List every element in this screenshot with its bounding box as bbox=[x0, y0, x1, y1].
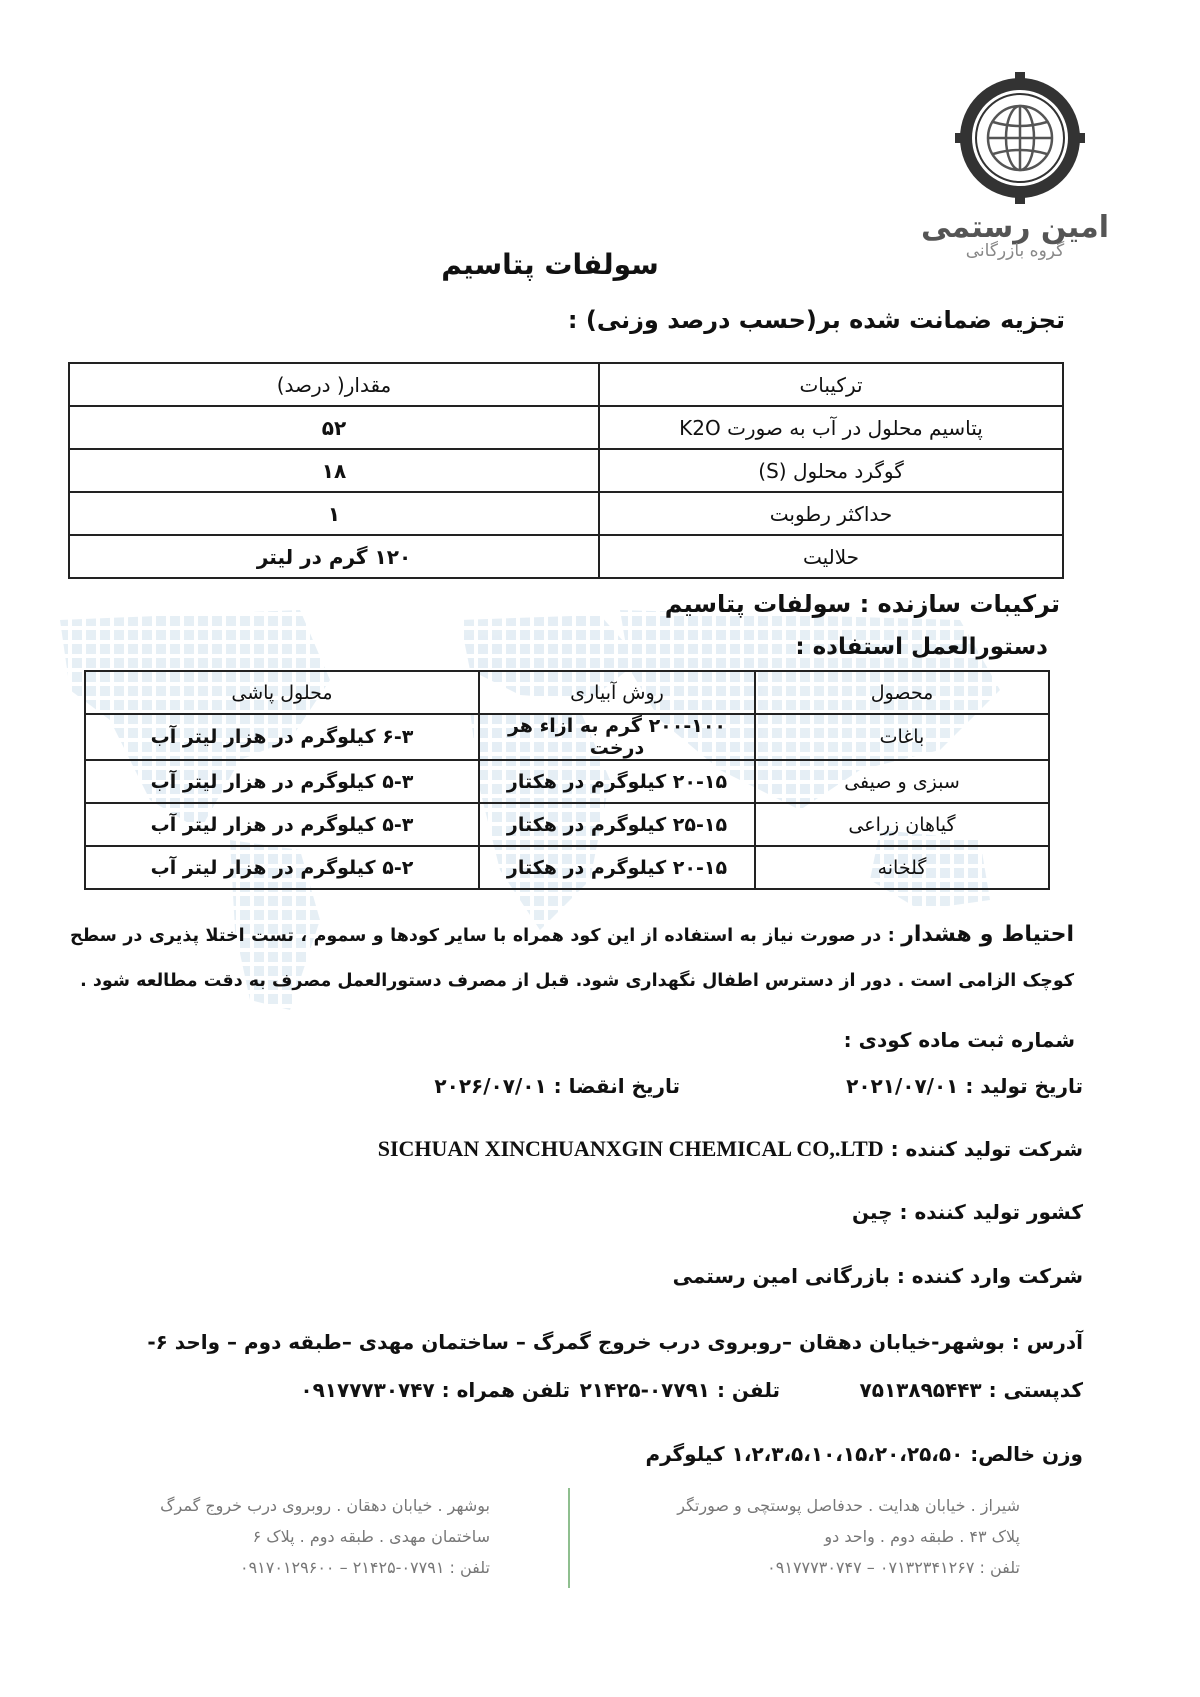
table-cell: سبزی و صیفی bbox=[755, 760, 1049, 803]
footer-bushehr-address bbox=[120, 1490, 490, 1583]
footer-line: شیراز . خیابان هدایت . حدفاصل پوستچی و صورتگر bbox=[677, 1496, 1020, 1515]
usage-heading: دستورالعمل استفاده : bbox=[795, 634, 1048, 660]
importer-line: شرکت وارد کننده : بازرگانی امین رستمی bbox=[672, 1264, 1083, 1288]
table-cell: ۶-۳ کیلوگرم در هزار لیتر آب bbox=[85, 714, 479, 760]
table-cell: ۱۸ bbox=[69, 449, 599, 492]
table-cell: گوگرد محلول (S) bbox=[599, 449, 1063, 492]
table-cell: ۵-۲ کیلوگرم در هزار لیتر آب bbox=[85, 846, 479, 889]
table-header-cell: محصول bbox=[755, 671, 1049, 714]
footer-shiraz-address bbox=[600, 1490, 1020, 1583]
table-row bbox=[85, 846, 1049, 889]
footer-line: بوشهر . خیابان دهقان . روبروی درب خروج گمرگ bbox=[160, 1496, 490, 1515]
table-cell: ۵-۳ کیلوگرم در هزار لیتر آب bbox=[85, 760, 479, 803]
expiry-date: تاریخ انقضا : ۲۰۲۶/۰۷/۰۱ bbox=[434, 1074, 680, 1098]
table-cell: ۲۵-۱۵ کیلوگرم در هکتار bbox=[479, 803, 755, 846]
usage-table bbox=[84, 670, 1050, 890]
table-row bbox=[69, 535, 1063, 578]
footer-divider bbox=[568, 1488, 570, 1588]
composition-line: ترکیبات سازنده : سولفات پتاسیم bbox=[664, 590, 1060, 618]
company-logo-seal bbox=[955, 70, 1085, 210]
country-of-origin: کشور تولید کننده : چین bbox=[851, 1200, 1083, 1224]
footer-line: تلفن : ۰۷۷۹۱-۲۱۴۲۵ – ۰۹۱۷۰۱۲۹۶۰۰ bbox=[239, 1558, 490, 1577]
table-header-cell: محلول پاشی bbox=[85, 671, 479, 714]
footer-line: تلفن : ۰۷۱۳۲۳۴۱۲۶۷ – ۰۹۱۷۷۷۳۰۷۴۷ bbox=[767, 1558, 1020, 1577]
footer-line: پلاک ۴۳ . طبقه دوم . واحد دو bbox=[824, 1527, 1020, 1546]
table-cell: باغات bbox=[755, 714, 1049, 760]
production-date: تاریخ تولید : ۲۰۲۱/۰۷/۰۱ bbox=[846, 1074, 1083, 1098]
brand-subtitle: گروه بازرگانی bbox=[965, 241, 1065, 261]
table-row bbox=[69, 406, 1063, 449]
postal-code: کدپستی : ۷۵۱۳۸۹۵۴۴۳ bbox=[859, 1378, 1083, 1402]
mobile-number: تلفن همراه : ۰۹۱۷۷۷۳۰۷۴۷ bbox=[300, 1378, 570, 1402]
table-row bbox=[85, 803, 1049, 846]
table-header-cell: روش آبیاری bbox=[479, 671, 755, 714]
table-cell: ۱۲۰ گرم در لیتر bbox=[69, 535, 599, 578]
table-header-row bbox=[69, 363, 1063, 406]
table-cell: ۵۲ bbox=[69, 406, 599, 449]
table-header-cell: ترکیبات bbox=[599, 363, 1063, 406]
table-cell: ۵-۳ کیلوگرم در هزار لیتر آب bbox=[85, 803, 479, 846]
footer-line: ساختمان مهدی . طبقه دوم . پلاک ۶ bbox=[252, 1527, 490, 1546]
analysis-table bbox=[68, 362, 1064, 579]
caution-paragraph bbox=[70, 912, 1074, 1004]
document-title: سولفات پتاسیم bbox=[441, 248, 659, 281]
net-weight: وزن خالص: ۱،۲،۳،۵،۱۰،۱۵،۲۰،۲۵،۵۰ کیلوگرم bbox=[645, 1442, 1083, 1466]
table-cell: ۲۰-۱۵ کیلوگرم در هکتار bbox=[479, 846, 755, 889]
manufacturer-line bbox=[378, 1136, 1083, 1162]
table-row bbox=[69, 449, 1063, 492]
table-cell: ۲۰۰-۱۰۰ گرم به ازاء هر درخت bbox=[479, 714, 755, 760]
brand-name: امین رستمی bbox=[920, 210, 1110, 245]
brand-block bbox=[920, 210, 1110, 261]
table-header-row bbox=[85, 671, 1049, 714]
table-cell: ۱ bbox=[69, 492, 599, 535]
table-cell: حداکثر رطوبت bbox=[599, 492, 1063, 535]
table-cell: گیاهان زراعی bbox=[755, 803, 1049, 846]
table-cell: حلالیت bbox=[599, 535, 1063, 578]
table-row bbox=[85, 714, 1049, 760]
caution-text: : در صورت نیاز به استفاده از این کود همراه با سایر کودها و سموم ، تست اختلا پذیری در سطح کوچک الزامی است . دور از دسترس اطفال نگهداری شود. قبل از مصرف دستورالعمل مصرف به دقت مطالعه شود . bbox=[70, 926, 1074, 991]
registration-number: شماره ثبت ماده کودی : bbox=[843, 1028, 1075, 1052]
manufacturer-label: شرکت تولید کننده : bbox=[890, 1137, 1083, 1161]
table-cell: ۲۰-۱۵ کیلوگرم در هکتار bbox=[479, 760, 755, 803]
analysis-heading: تجزیه ضمانت شده بر(حسب درصد وزنی) : bbox=[567, 306, 1065, 334]
address-line: آدرس : بوشهر-خیابان دهقان –روبروی درب خروج گمرگ – ساختمان مهدی –طبقه دوم – واحد ۶- bbox=[147, 1330, 1083, 1354]
table-row bbox=[69, 492, 1063, 535]
table-header-cell: مقدار( درصد) bbox=[69, 363, 599, 406]
phone-number: تلفن : ۰۷۷۹۱-۲۱۴۲۵ bbox=[579, 1378, 780, 1402]
table-row bbox=[85, 760, 1049, 803]
manufacturer-name: SICHUAN XINCHUANXGIN CHEMICAL CO,.LTD bbox=[377, 1136, 884, 1161]
caution-label: احتیاط و هشدار bbox=[901, 922, 1074, 947]
table-cell: گلخانه bbox=[755, 846, 1049, 889]
table-cell: پتاسیم محلول در آب به صورت K2O bbox=[599, 406, 1063, 449]
